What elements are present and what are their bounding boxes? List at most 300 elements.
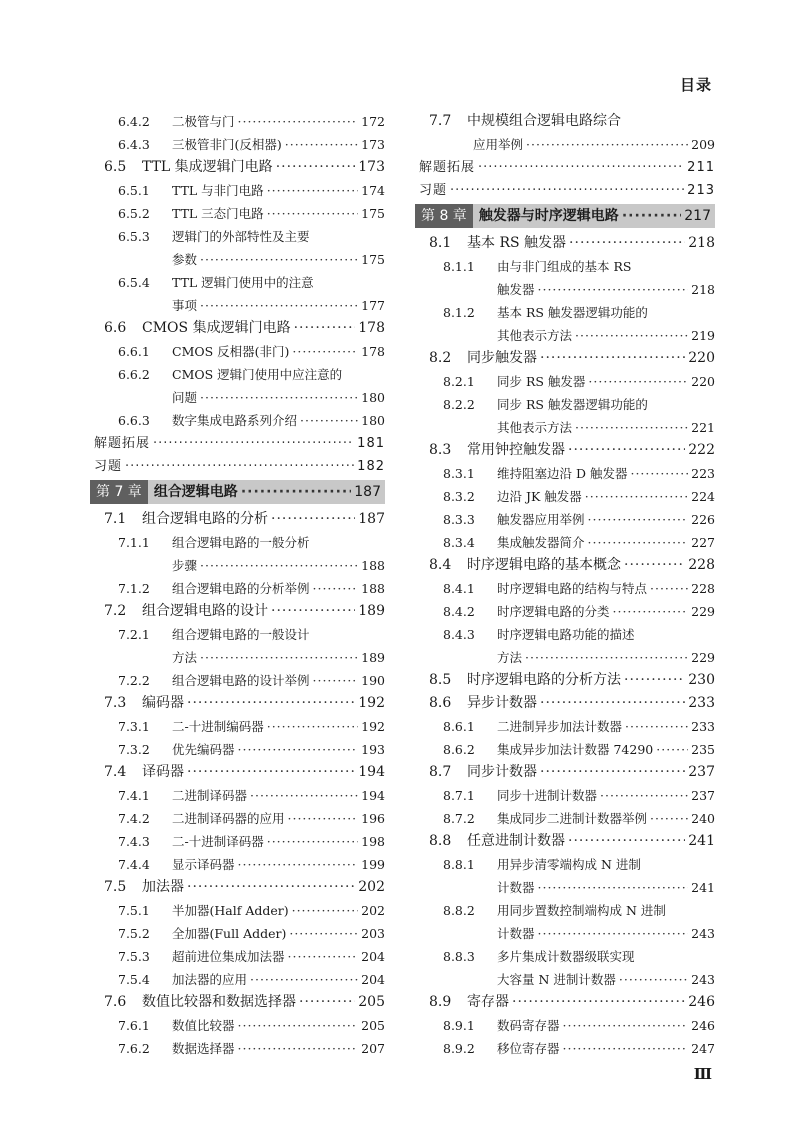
toc-entry-number: 6.4.3 [118, 137, 150, 152]
toc-entry [415, 485, 715, 508]
toc-entry-page: 246 [688, 994, 715, 1010]
toc-entry-page: 205 [361, 1018, 385, 1033]
toc-entry-number: 8.8.3 [443, 949, 475, 964]
toc-entry [90, 830, 385, 853]
toc-entry-number: 7.6 [104, 994, 127, 1010]
toc-entry-page: 193 [361, 742, 385, 757]
toc-entry-title: 维持阻塞边沿 D 触发器 [497, 466, 628, 481]
toc-entry-page: 222 [688, 442, 715, 458]
toc-chapter-heading [90, 480, 385, 504]
toc-entry-page: 199 [361, 857, 385, 872]
toc-entry-title: 同步计数器 [467, 764, 537, 780]
toc-entry-title: 加法器 [142, 879, 184, 895]
toc-entry-title: 用同步置数控制端构成 N 进制 [497, 903, 666, 918]
toc-entry-title: 基本 RS 触发器逻辑功能的 [497, 305, 648, 320]
toc-leader-dots [200, 248, 358, 271]
toc-entry-title: 解题拓展 [94, 436, 151, 451]
toc-entry [90, 156, 385, 179]
toc-entry-page: 237 [688, 764, 715, 780]
toc-leader-dots [478, 156, 684, 179]
toc-leader-dots [569, 232, 685, 255]
toc-leader-dots [630, 462, 688, 485]
toc-leader-dots [271, 600, 355, 623]
toc-entry [415, 899, 715, 922]
toc-leader-dots [588, 508, 689, 531]
toc-entry-title: 数字集成电路系列介绍 [172, 413, 298, 428]
toc-entry [90, 876, 385, 899]
toc-entry-title: 二-十进制编码器 [172, 719, 264, 734]
toc-leader-dots [512, 991, 685, 1014]
toc-leader-dots [294, 317, 356, 340]
toc-entry [415, 370, 715, 393]
toc-leader-dots [292, 899, 359, 922]
toc-entry-page: 246 [691, 1018, 715, 1033]
toc-entry [90, 432, 385, 455]
toc-entry-title: 组合逻辑电路的设计举例 [172, 673, 310, 688]
toc-leader-dots [200, 554, 358, 577]
toc-entry [90, 248, 385, 271]
toc-leader-dots [285, 133, 358, 156]
toc-entry [90, 271, 385, 294]
toc-entry-title: 优先编码器 [172, 742, 235, 757]
toc-entry-title: TTL 集成逻辑门电路 [142, 159, 273, 175]
toc-entry-title: 时序逻辑电路功能的描述 [497, 627, 635, 642]
toc-entry-title: 常用钟控触发器 [467, 442, 565, 458]
toc-entry [90, 807, 385, 830]
toc-entry-title: 用异步清零端构成 N 进制 [497, 857, 641, 872]
toc-entry-page: 204 [361, 972, 385, 987]
toc-entry-number: 6.6.2 [118, 367, 150, 382]
toc-entry [90, 991, 385, 1014]
toc-leader-dots [276, 156, 356, 179]
toc-entry-number: 8.2.1 [443, 374, 475, 389]
toc-entry-page: 204 [361, 949, 385, 964]
toc-leader-dots [540, 692, 685, 715]
toc-entry-title: 全加器(Full Adder) [172, 926, 287, 941]
toc-leader-dots [575, 416, 688, 439]
toc-entry-number: 8.7 [429, 764, 452, 780]
toc-entry [415, 232, 715, 255]
toc-entry-title: 计数器 [497, 926, 535, 941]
toc-entry-title: 二-十进制译码器 [172, 834, 264, 849]
toc-entry-page: 220 [691, 374, 715, 389]
toc-leader-dots [200, 294, 358, 317]
toc-entry [415, 991, 715, 1014]
toc-entry-page: 189 [361, 650, 385, 665]
toc-entry-number: 8.4 [429, 557, 452, 573]
toc-entry-number: 8.9 [429, 994, 452, 1010]
toc-leader-dots [588, 370, 688, 393]
toc-entry-page: 180 [361, 413, 385, 428]
toc-entry-number: 8.3 [429, 442, 452, 458]
toc-entry [415, 738, 715, 761]
toc-entry-number: 7.4 [104, 764, 127, 780]
toc-entry-title: CMOS 反相器(非门) [172, 344, 290, 359]
toc-entry-title: 数值比较器和数据选择器 [142, 994, 296, 1010]
toc-entry [90, 225, 385, 248]
toc-entry-page: 207 [361, 1041, 385, 1056]
toc-entry-title: 触发器应用举例 [497, 512, 585, 527]
toc-entry [415, 416, 715, 439]
toc-entry [415, 439, 715, 462]
toc-leader-dots [538, 278, 689, 301]
toc-entry-title: 异步计数器 [467, 695, 537, 711]
toc-entry [90, 738, 385, 761]
toc-entry-title: 组合逻辑电路的设计 [142, 603, 268, 619]
toc-entry-title: 边沿 JK 触发器 [497, 489, 582, 504]
toc-entry [90, 133, 385, 156]
toc-leader-dots [200, 386, 358, 409]
toc-entry-title: 其他表示方法 [497, 328, 573, 343]
toc-entry-number: 8.8.2 [443, 903, 475, 918]
toc-entry-title: 事项 [172, 298, 198, 313]
toc-entry [415, 110, 715, 133]
toc-entry-page: 205 [358, 994, 385, 1010]
toc-entry-title: 任意进制计数器 [467, 833, 565, 849]
toc-entry-number: 8.7.1 [443, 788, 475, 803]
toc-entry-page: 198 [361, 834, 385, 849]
toc-entry-title: 问题 [172, 390, 198, 405]
toc-entry [415, 876, 715, 899]
toc-entry-number: 8.6.2 [443, 742, 475, 757]
toc-entry-page: 243 [691, 972, 715, 987]
toc-entry-number: 8.4.2 [443, 604, 475, 619]
toc-entry-page: 243 [691, 926, 715, 941]
toc-entry-number: 7.1 [104, 511, 127, 527]
toc-entry-page: 241 [688, 833, 715, 849]
toc-entry-title: 半加器(Half Adder) [172, 903, 289, 918]
toc-entry-page: 174 [361, 183, 385, 198]
toc-leader-dots [241, 480, 351, 504]
toc-entry-title: 解题拓展 [419, 160, 476, 175]
toc-entry-page: 213 [687, 183, 715, 198]
toc-entry-title: 同步 RS 触发器 [497, 374, 586, 389]
toc-column-right [415, 110, 715, 1060]
toc-entry-number: 8.4.3 [443, 627, 475, 642]
toc-leader-dots [568, 439, 685, 462]
toc-entry-page: 217 [684, 208, 711, 224]
toc-entry-page: 180 [361, 390, 385, 405]
toc-entry-title: 二进制异步加法计数器 [497, 719, 623, 734]
toc-entry [90, 317, 385, 340]
toc-leader-dots [650, 807, 688, 830]
toc-entry-number: 8.2.2 [443, 397, 475, 412]
toc-entry-number: 8.9.2 [443, 1041, 475, 1056]
toc-entry-title: 其他表示方法 [497, 420, 573, 435]
toc-entry-title: 时序逻辑电路的基本概念 [467, 557, 621, 573]
toc-entry-page: 173 [361, 137, 385, 152]
toc-leader-dots [526, 133, 688, 156]
toc-entry-title: 编码器 [142, 695, 184, 711]
toc-entry-page: 229 [691, 650, 715, 665]
toc-entry-title: 方法 [172, 650, 198, 665]
toc-entry [415, 462, 715, 485]
toc-entry-title: TTL 逻辑门使用中的注意 [172, 275, 314, 290]
toc-entry-title: 同步十进制计数器 [497, 788, 598, 803]
toc-entry-title: 集成异步加法计数器 74290 [497, 742, 654, 757]
toc-leader-dots [288, 945, 359, 968]
toc-entry [415, 715, 715, 738]
toc-entry-page: 175 [361, 252, 385, 267]
toc-leader-dots [271, 508, 355, 531]
toc-leader-dots [540, 347, 685, 370]
toc-entry-number: 6.5.4 [118, 275, 150, 290]
toc-entry-title: 参数 [172, 252, 198, 267]
toc-entry-number: 6.5.2 [118, 206, 150, 221]
toc-entry [415, 179, 715, 202]
toc-entry-title: 数值比较器 [172, 1018, 235, 1033]
toc-leader-dots [585, 485, 688, 508]
toc-entry [90, 1037, 385, 1060]
toc-entry [90, 853, 385, 876]
toc-leader-dots [625, 715, 688, 738]
toc-entry-number: 7.5.3 [118, 949, 150, 964]
toc-entry [415, 692, 715, 715]
toc-entry [90, 294, 385, 317]
toc-leader-dots [238, 853, 359, 876]
toc-entry-page: 182 [357, 459, 385, 474]
toc-entry-number: 7.4.1 [118, 788, 150, 803]
toc-entry-page: 203 [361, 926, 385, 941]
toc-entry-page: 189 [358, 603, 385, 619]
toc-leader-dots [600, 784, 688, 807]
toc-leader-dots [250, 784, 358, 807]
toc-entry [415, 807, 715, 830]
toc-entry [415, 623, 715, 646]
toc-entry-number: 7.3.1 [118, 719, 150, 734]
toc-leader-dots [250, 968, 358, 991]
toc-entry-number: 7.5.1 [118, 903, 150, 918]
toc-entry-title: 触发器 [497, 282, 535, 297]
toc-entry-page: 220 [688, 350, 715, 366]
toc-entry-title: 移位寄存器 [497, 1041, 560, 1056]
toc-entry-page: 196 [361, 811, 385, 826]
toc-entry [90, 202, 385, 225]
toc-entry [415, 347, 715, 370]
toc-entry-page: 221 [691, 420, 715, 435]
toc-entry [415, 278, 715, 301]
toc-entry-number: 8.2 [429, 350, 452, 366]
toc-entry-number: 7.4.4 [118, 857, 150, 872]
toc-entry [90, 508, 385, 531]
toc-entry-page: 188 [361, 581, 385, 596]
toc-leader-dots [613, 600, 689, 623]
toc-leader-dots [238, 1014, 359, 1037]
toc-entry-page: 228 [691, 581, 715, 596]
toc-entry-title: 时序逻辑电路的分析方法 [467, 672, 621, 688]
toc-entry-number: 7.1.1 [118, 535, 150, 550]
toc-entry-page: 192 [358, 695, 385, 711]
toc-leader-dots [292, 340, 358, 363]
toc-entry-page: 237 [691, 788, 715, 803]
toc-entry [90, 623, 385, 646]
toc-entry-number: 8.8 [429, 833, 452, 849]
toc-entry-number: 7.6.2 [118, 1041, 150, 1056]
toc-entry-page: 178 [361, 344, 385, 359]
toc-column-left [90, 110, 385, 1060]
toc-entry-page: 188 [361, 558, 385, 573]
toc-entry [415, 255, 715, 278]
toc-leader-dots [125, 455, 354, 478]
toc-entry-number: 第 7 章 [90, 480, 148, 504]
toc-entry-page: 227 [691, 535, 715, 550]
toc-leader-dots [525, 646, 688, 669]
toc-entry [90, 577, 385, 600]
toc-entry-page: 202 [361, 903, 385, 918]
toc-entry-number: 8.7.2 [443, 811, 475, 826]
toc-leader-dots [624, 669, 685, 692]
toc-entry-number: 7.3 [104, 695, 127, 711]
toc-entry [415, 922, 715, 945]
toc-entry-title: 数据选择器 [172, 1041, 235, 1056]
toc-entry-title: 超前进位集成加法器 [172, 949, 285, 964]
toc-entry [90, 784, 385, 807]
toc-entry [90, 554, 385, 577]
toc-entry-number: 8.3.1 [443, 466, 475, 481]
toc-leader-dots [267, 179, 358, 202]
toc-entry-number: 8.6.1 [443, 719, 475, 734]
toc-entry [90, 945, 385, 968]
toc-entry [415, 324, 715, 347]
toc-entry-title: 逻辑门的外部特性及主要 [172, 229, 310, 244]
toc-entry [90, 669, 385, 692]
toc-leader-dots [588, 531, 689, 554]
toc-leader-dots [300, 409, 358, 432]
toc-entry-title: 寄存器 [467, 994, 509, 1010]
toc-entry-title: 习题 [419, 183, 448, 198]
toc-entry [90, 455, 385, 478]
toc-entry [90, 922, 385, 945]
toc-leader-dots [238, 1037, 359, 1060]
toc-entry-page: 178 [358, 320, 385, 336]
toc-entry-title: 应用举例 [473, 137, 524, 152]
toc-entry [90, 363, 385, 386]
toc-entry-number: 6.6.1 [118, 344, 150, 359]
toc-entry-title: 方法 [497, 650, 523, 665]
toc-entry [415, 1037, 715, 1060]
toc-entry-number: 第 8 章 [415, 204, 473, 228]
toc-entry-title: 大容量 N 进制计数器 [497, 972, 616, 987]
toc-entry [90, 531, 385, 554]
toc-entry-title: 组合逻辑电路的一般设计 [172, 627, 310, 642]
toc-leader-dots [538, 922, 689, 945]
toc-leader-dots [267, 830, 358, 853]
toc-leader-dots [619, 968, 688, 991]
toc-entry-page: 226 [691, 512, 715, 527]
toc-entry-page: 177 [361, 298, 385, 313]
toc-entry-title: 同步触发器 [467, 350, 537, 366]
toc-leader-dots [187, 692, 355, 715]
toc-entry-page: 187 [358, 511, 385, 527]
toc-entry-title: 同步 RS 触发器逻辑功能的 [497, 397, 648, 412]
toc-entry-page: 172 [361, 114, 385, 129]
toc-entry-page: 224 [691, 489, 715, 504]
toc-entry-number: 7.6.1 [118, 1018, 150, 1033]
toc-entry-title: 显示译码器 [172, 857, 235, 872]
toc-leader-dots [540, 761, 685, 784]
toc-entry-page: 187 [354, 484, 381, 500]
toc-entry-title: 由与非门组成的基本 RS [497, 259, 632, 274]
toc-entry-title: TTL 与非门电路 [172, 183, 264, 198]
toc-entry-number: 6.6 [104, 320, 127, 336]
toc-entry [90, 692, 385, 715]
toc-entry [415, 669, 715, 692]
toc-entry-page: 235 [691, 742, 715, 757]
toc-entry [415, 301, 715, 324]
toc-entry-number: 8.3.3 [443, 512, 475, 527]
toc-entry-title: 组合逻辑电路 [153, 484, 238, 500]
toc-entry-title: 触发器与时序逻辑电路 [478, 208, 619, 224]
toc-entry-title: 习题 [94, 459, 123, 474]
toc-entry [415, 156, 715, 179]
toc-entry-number: 7.2.1 [118, 627, 150, 642]
toc-entry-number: 8.1 [429, 235, 452, 251]
toc-entry-title: 加法器的应用 [172, 972, 248, 987]
toc-leader-dots [267, 715, 358, 738]
toc-entry-number: 7.5 [104, 879, 127, 895]
toc-entry-page: 173 [358, 159, 385, 175]
toc-leader-dots [238, 738, 359, 761]
toc-leader-dots [563, 1037, 689, 1060]
toc-leader-dots [238, 110, 359, 133]
toc-entry-title: 时序逻辑电路的结构与特点 [497, 581, 648, 596]
toc-entry-title: 二进制译码器 [172, 788, 248, 803]
toc-entry-page: 240 [691, 811, 715, 826]
toc-leader-dots [575, 324, 688, 347]
page-number: Ⅲ [693, 1065, 712, 1083]
toc-entry-title: 组合逻辑电路的分析 [142, 511, 268, 527]
toc-entry-title: 组合逻辑电路的分析举例 [172, 581, 310, 596]
toc-entry [90, 968, 385, 991]
toc-entry [415, 508, 715, 531]
toc-entry-page: 229 [691, 604, 715, 619]
toc-entry [90, 899, 385, 922]
toc-entry-page: 181 [357, 436, 385, 451]
toc-entry-title: 组合逻辑电路的一般分析 [172, 535, 310, 550]
toc-entry-page: 194 [358, 764, 385, 780]
toc-leader-dots [187, 761, 355, 784]
toc-entry-title: 多片集成计数器级联实现 [497, 949, 635, 964]
toc-entry-number: 8.8.1 [443, 857, 475, 872]
toc-entry-title: 集成同步二进制计数器举例 [497, 811, 648, 826]
toc-entry-number: 6.4.2 [118, 114, 150, 129]
toc-entry-number: 7.5.2 [118, 926, 150, 941]
toc-entry-title: 基本 RS 触发器 [467, 235, 567, 251]
toc-entry-number: 7.5.4 [118, 972, 150, 987]
toc-leader-dots [153, 432, 354, 455]
toc-leader-dots [568, 830, 685, 853]
toc-entry-number: 7.2.2 [118, 673, 150, 688]
toc-entry [415, 531, 715, 554]
toc-entry-number: 7.2 [104, 603, 127, 619]
toc-leader-dots [288, 807, 359, 830]
page-header-title: 目录 [679, 76, 712, 94]
toc-entry-title: 集成触发器简介 [497, 535, 585, 550]
toc-entry-page: 247 [691, 1041, 715, 1056]
toc-entry-page: 230 [688, 672, 715, 688]
toc-entry-page: 209 [691, 137, 715, 152]
toc-entry-number: 6.6.3 [118, 413, 150, 428]
toc-entry [415, 133, 715, 156]
toc-entry-page: 175 [361, 206, 385, 221]
toc-leader-dots [299, 991, 355, 1014]
toc-entry [415, 554, 715, 577]
toc-entry [90, 409, 385, 432]
toc-entry [415, 761, 715, 784]
toc-entry-title: 三极管非门(反相器) [172, 137, 282, 152]
toc-entry-title: 中规模组合逻辑电路综合 [467, 113, 621, 129]
toc-leader-dots [313, 669, 359, 692]
